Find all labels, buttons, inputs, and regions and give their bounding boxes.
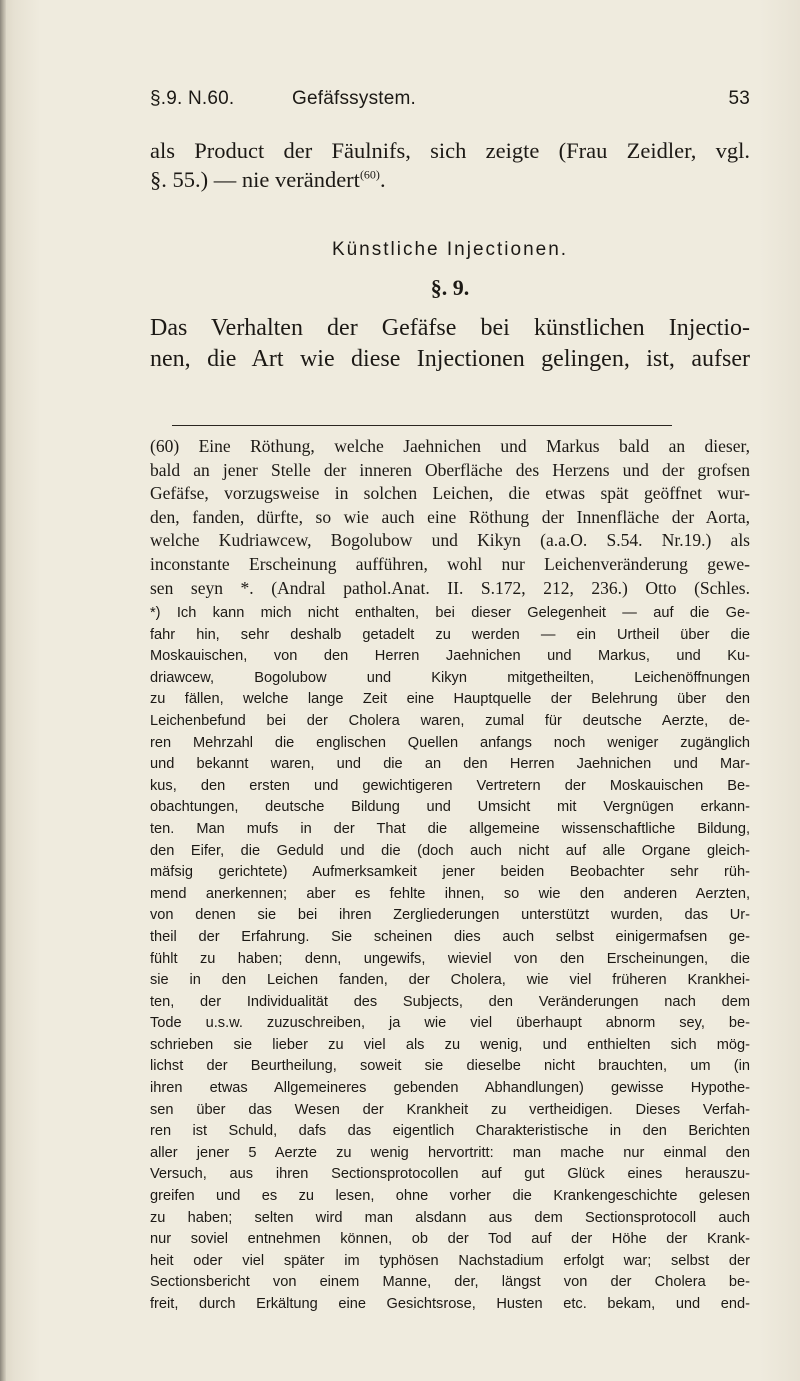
footnote-line: Gefäfse, vorzugsweise in solchen Leichen, die etwas spät geöffnet wur- xyxy=(150,483,750,504)
sub-footnote-line: ten. Man mufs in der That die allgemeine wissenschaftliche Bildung, xyxy=(150,820,750,837)
footnote-line: welche Kudriawcew, Bogolubow und Kikyn (a.a.O. S.54. Nr.19.) als xyxy=(150,530,750,551)
running-head xyxy=(150,88,750,118)
sub-footnote-line: ihren etwas Allgemeineres gebenden Abhandlungen) gewisse Hypothe- xyxy=(150,1080,750,1097)
sub-footnote-line: nur soviel entnehmen können, ob der Tod auf der Höhe der Krank- xyxy=(150,1231,750,1248)
text-line: Das Verhalten der Gefäfse bei künstlichen Injectio- xyxy=(150,315,750,341)
continuation-paragraph xyxy=(150,136,750,194)
section-paragraph xyxy=(150,313,750,375)
footnote-line: sen seyn *. (Andral pathol.Anat. II. S.172, 212, 236.) Otto (Schles. xyxy=(150,577,750,598)
footnote-marker: (60) xyxy=(359,167,380,182)
sub-footnote-line: mäfsig gerichtete) Aufmerksamkeit jener beiden Beobachter sehr rüh- xyxy=(150,864,750,881)
section-heading: Künstliche Injectionen. xyxy=(331,239,569,260)
sub-footnote-line: ren ist Schuld, dafs das eigentlich Charakteristische in den Berichten xyxy=(150,1123,750,1140)
sub-footnote xyxy=(150,603,750,1316)
sub-footnote-line: freit, durch Erkältung eine Gesichtsrose, Husten etc. bekam, und end- xyxy=(150,1296,750,1312)
sub-footnote-line: sen über das Wesen der Krankheit zu vertheidigen. Dieses Verfah- xyxy=(150,1101,750,1118)
footnote-line: bald an jener Stelle der inneren Oberfläche des Herzens und der grofsen xyxy=(150,459,750,480)
sub-footnote-line: mend anerkennen; aber es fehlte ihnen, so wie den anderen Aerzten, xyxy=(150,885,750,902)
footnote-line: inconstante Erscheinung aufführen, wohl nur Leichenveränderung gewe- xyxy=(150,553,750,574)
footnote-line: (60) Eine Röthung, welche Jaehnichen und Markus bald an dieser, xyxy=(150,436,750,456)
sub-footnote-line: Moskauischen, von den Herren Jaehnichen und Markus, und Ku- xyxy=(150,648,750,665)
sub-footnote-line: ren Mehrzahl die englischen Quellen anfangs noch weniger zugänglich xyxy=(150,734,750,751)
sub-footnote-line: Versuch, aus ihren Sectionsprotocollen auf gut Glück eines herauszu- xyxy=(150,1166,750,1183)
text-line: nen, die Art wie diese Injectionen gelingen, ist, aufser xyxy=(150,346,750,372)
sub-footnote-line: greifen und es zu lesen, ohne vorher die Krankengeschichte gelesen xyxy=(150,1188,750,1205)
sub-footnote-line: zu fällen, welche lange Zeit eine Hauptquelle der Belehrung über den xyxy=(150,691,750,708)
footnote-separator xyxy=(172,425,672,426)
sub-footnote-line: fühlt zu haben; denn, ungewifs, wieviel von den Erscheinungen, die xyxy=(150,950,750,967)
sub-footnote-line: aller jener 5 Aerzte zu wenig hervortritt: man mache nur einmal den xyxy=(150,1144,750,1161)
text-line: als Product der Fäulnifs, sich zeigte (Frau Zeidler, vgl. xyxy=(150,138,750,163)
sub-footnote-line: sie in den Leichen fanden, der Cholera, wie viel früheren Krankhei- xyxy=(150,972,750,989)
sub-footnote-line: Leichenbefund bei der Cholera waren, zumal für deutsche Aerzte, de- xyxy=(150,712,750,729)
book-spine-shadow xyxy=(0,0,6,1381)
sub-footnote-line: schrieben sie lieber zu viel als zu wenig, und enthielten sich mög- xyxy=(150,1036,750,1053)
sub-footnote-line: heit oder viel später im typhösen Nachstadium erfolgt war; selbst der xyxy=(150,1252,750,1269)
sub-footnote-line: von denen sie bei ihren Zergliederungen unterstützt wurden, das Ur- xyxy=(150,907,750,924)
sub-footnote-line: und bekannt waren, und die an den Herren Jaehnichen und Mar- xyxy=(150,756,750,773)
sub-footnote-line: *) Ich kann mich nicht enthalten, bei dieser Gelegenheit — auf die Ge- xyxy=(150,605,750,621)
sub-footnote-line: Tode u.s.w. zuzuschreiben, ja wie viel überhaupt abnorm sey, be- xyxy=(150,1015,750,1032)
sub-footnote-line: theil der Erfahrung. Sie scheinen dies auch selbst einigermafsen ge- xyxy=(150,928,750,945)
section-number: §. 9. xyxy=(430,275,470,300)
text-line: §. 55.) — nie verändert$^{(60)}$. xyxy=(150,167,386,192)
sub-footnote-line: den Eifer, die Geduld und die (doch auch nicht auf alle Organe gleich- xyxy=(150,842,750,859)
sub-footnote-line: zu haben; selten wird man alsdann aus dem Sectionsprotocoll auch xyxy=(150,1209,750,1226)
sub-footnote-line: lichst der Beurtheilung, soweit sie dieselbe nicht brauchten, um (in xyxy=(150,1058,750,1075)
sub-footnote-line: Sectionsbericht von einem Manne, der, längst von der Cholera be- xyxy=(150,1274,750,1291)
page-number: 53 xyxy=(728,88,750,109)
running-title: Gefäfssystem. xyxy=(292,88,417,109)
sub-footnote-line: fahr hin, sehr deshalb getadelt zu werden — ein Urtheil über die xyxy=(150,626,750,643)
footnote-60 xyxy=(150,435,750,600)
section-reference: §.9. N.60. xyxy=(150,88,235,109)
footnote-line: den, fanden, dürfte, so wie auch eine Röthung der Innenfläche der Aorta, xyxy=(150,506,750,527)
sub-footnote-line: kus, den ersten und gewichtigeren Vertretern der Moskauischen Be- xyxy=(150,777,750,794)
sub-footnote-line: ten, der Individualität des Subjects, den Veränderungen nach dem xyxy=(150,993,750,1010)
sub-footnote-line: driawcew, Bogolubow und Kikyn mitgetheilten, Leichenöffnungen xyxy=(150,669,750,686)
sub-footnote-line: obachtungen, deutsche Bildung und Umsicht mit Vergnügen erkann- xyxy=(150,799,750,816)
